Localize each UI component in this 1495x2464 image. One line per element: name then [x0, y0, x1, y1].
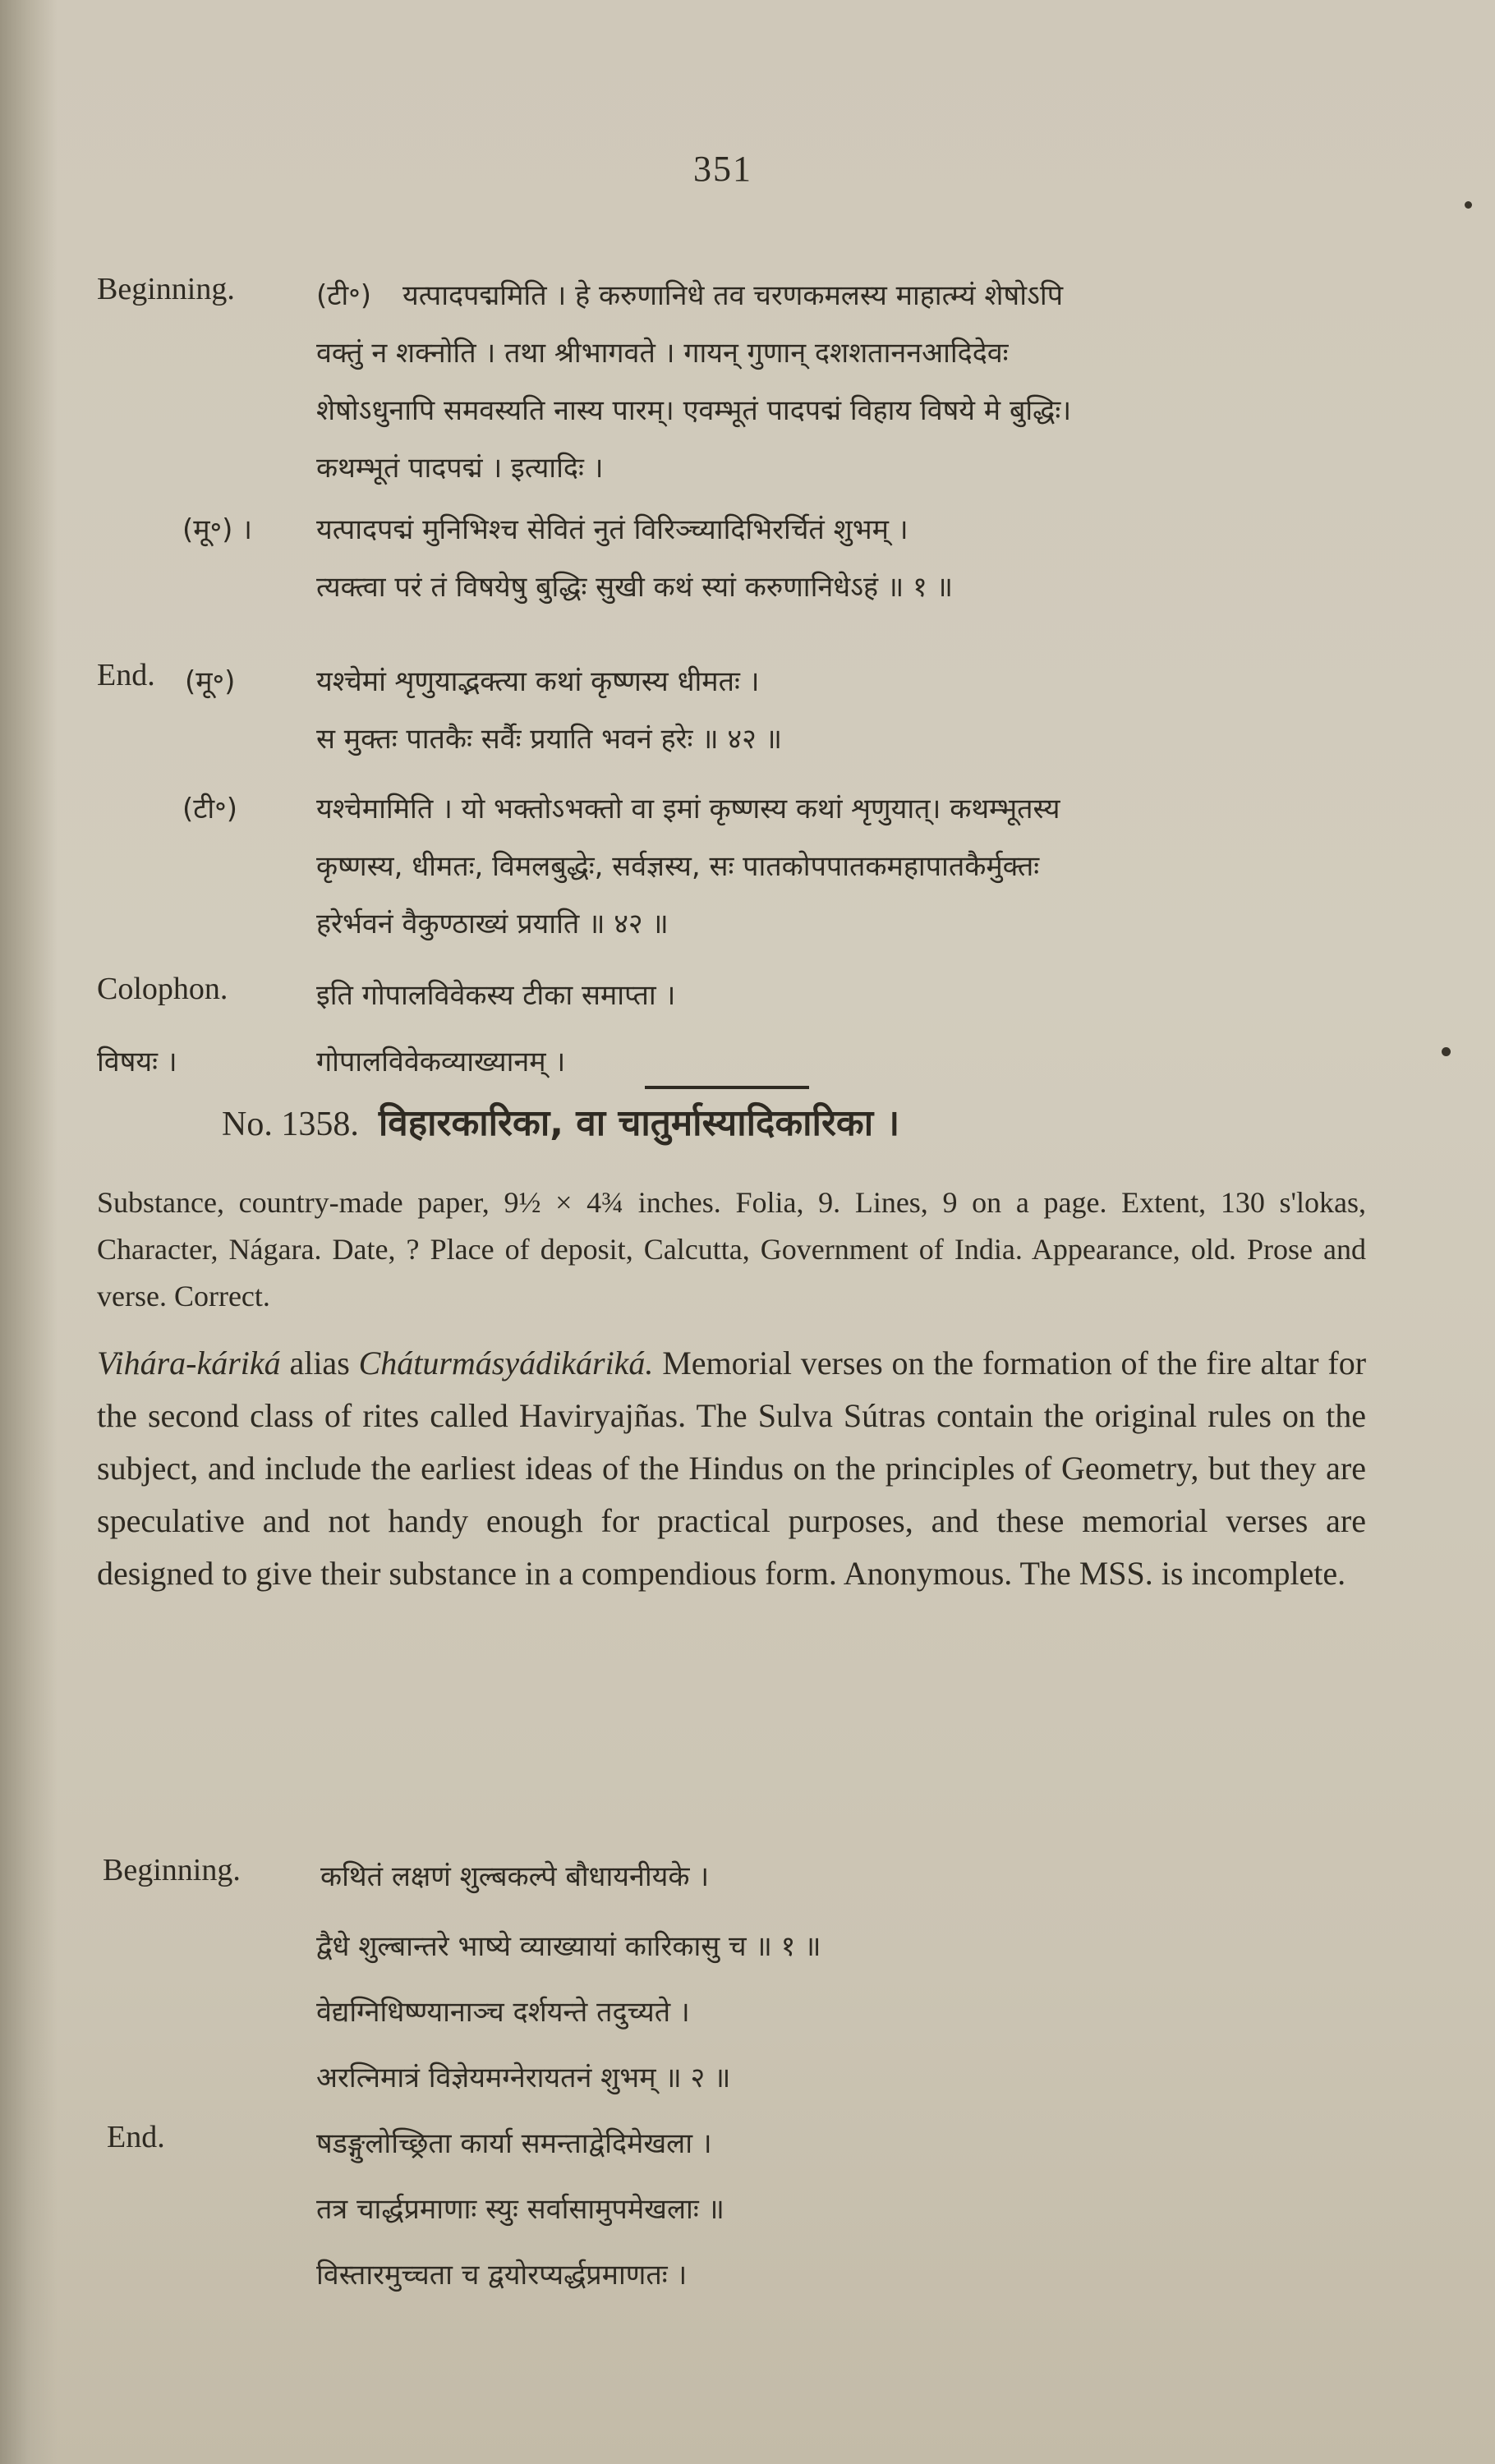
beginning-commentary-line: वक्तुं न शक्नोति । तथा श्रीभागवते । गायन् गुणान् दशशताननआदिदेवः [316, 337, 1009, 370]
paper-speck [1442, 1047, 1451, 1056]
page-number: 351 [693, 149, 752, 189]
beginning-label: Beginning. [97, 272, 235, 306]
beginning-commentary-line: शेषोऽधुनापि समवस्यति नास्य पारम्। एवम्भूतं पादपद्मं विहाय विषये मे बुद्धिः। [316, 394, 1072, 427]
entry-beginning-line: द्वैधे शुल्बान्तरे भाष्ये व्याख्यायां कारिकासु च ॥ १ ॥ [316, 1930, 821, 1963]
summary-alias: alias [289, 1345, 350, 1381]
entry-summary [97, 1337, 1366, 1600]
summary-title-alternate: Cháturmásyádikáriká. [358, 1345, 654, 1381]
end-commentary-line: यश्चेमामिति । यो भक्तोऽभक्तो वा इमां कृष्णस्य कथां शृणुयात्। कथम्भूतस्य [316, 793, 1060, 825]
beginning-commentary-line: कथम्भूतं पादपद्मं । इत्यादिः । [316, 452, 604, 485]
colophon-label: Colophon. [97, 972, 228, 1006]
summary-text: Memorial verses on the formation of the fire altar for the second class of rites called Haviryajñas. The Sulva Sútras contain the original rules on the subject, and include the earliest ideas of the Hindus on the principles of Geometry, but they are speculative and not handy enough for practical purposes, and these memorial verses are designed to give their substance in a compendious form. Anonymous. The MSS. is incomplete. [97, 1345, 1367, 1592]
entry-heading [222, 1096, 899, 1146]
entry-beginning-line: अरत्निमात्रं विज्ञेयमग्नेरायतनं शुभम् ॥ २ ॥ [316, 2062, 731, 2094]
end-commentary-line: हरेर्भवनं वैकुण्ठाख्यं प्रयाति ॥ ४२ ॥ [316, 908, 669, 940]
entry-title: विहारकारिका, वा चातुर्मास्यादिकारिका । [378, 1102, 900, 1144]
section-divider [645, 1086, 809, 1089]
subject-text: गोपालविवेकव्याख्यानम् । [316, 1046, 566, 1078]
beginning-commentary-line: यत्पादपद्ममिति । हे करुणानिधे तव चरणकमलस्य माहात्म्यं शेषोऽपि [402, 279, 1063, 312]
entry-beginning-line: वेद्यग्निधिष्ण्यानाञ्च दर्शयन्ते तदुच्यते । [316, 1996, 690, 2029]
beginning-sutra-marker: (मू॰) । [182, 513, 253, 546]
summary-title-primary: Vihára-káriká [97, 1345, 281, 1381]
entry-beginning-line: कथितं लक्षणं शुल्बकल्पे बौधायनीयके । [320, 1860, 710, 1893]
beginning-sutra-line: त्यक्त्वा परं तं विषयेषु बुद्धिः सुखी कथं स्यां करुणानिधेऽहं ॥ १ ॥ [316, 571, 953, 604]
end-commentary-marker: (टी॰) [182, 793, 237, 825]
beginning-commentary-marker: (टी॰) [316, 279, 371, 312]
beginning-sutra-line: यत्पादपद्मं मुनिभिश्च सेवितं नुतं विरिञ्च्यादिभिरर्चितं शुभम् । [316, 513, 908, 546]
end-sutra-line: स मुक्तः पातकैः सर्वैः प्रयाति भवनं हरेः ॥ ४२ ॥ [316, 723, 782, 756]
entry-number: No. 1358. [222, 1106, 359, 1143]
entry-beginning-label: Beginning. [103, 1853, 241, 1887]
end-commentary-line: कृष्णस्य, धीमतः, विमलबुद्धेः, सर्वज्ञस्य, सः पातकोपपातकमहापातकैर्मुक्तः [316, 850, 1040, 883]
entry-end-line: तत्र चार्द्धप्रमाणाः स्युः सर्वासामुपमेखलाः ॥ [316, 2193, 724, 2226]
end-sutra-line: यश्चेमां शृणुयाद्भक्त्या कथां कृष्णस्य धीमतः । [316, 665, 760, 698]
end-label: End. [97, 658, 155, 692]
end-sutra-marker: (मू॰) [185, 665, 236, 698]
entry-end-line: विस्तारमुच्चता च द्वयोरप्यर्द्धप्रमाणतः । [316, 2259, 688, 2292]
paper-speck [1465, 201, 1472, 209]
page-gutter-shadow [0, 0, 58, 2464]
colophon-text: इति गोपालविवेकस्य टीका समाप्ता । [316, 979, 676, 1012]
entry-description: Substance, country-made paper, 9½ × 4¾ inches. Folia, 9. Lines, 9 on a page. Extent, 130 s'lokas, Character, Nágara. Date, ? Place of deposit, Calcutta, Government of India. Appearance, old. Prose and verse. Correct. [97, 1186, 1366, 1312]
entry-end-label: End. [107, 2120, 165, 2154]
entry-end-line: षडङ्गुलोच्छ्रिता कार्या समन्ताद्वेदिमेखला । [316, 2127, 712, 2160]
subject-label: विषयः । [97, 1046, 177, 1078]
